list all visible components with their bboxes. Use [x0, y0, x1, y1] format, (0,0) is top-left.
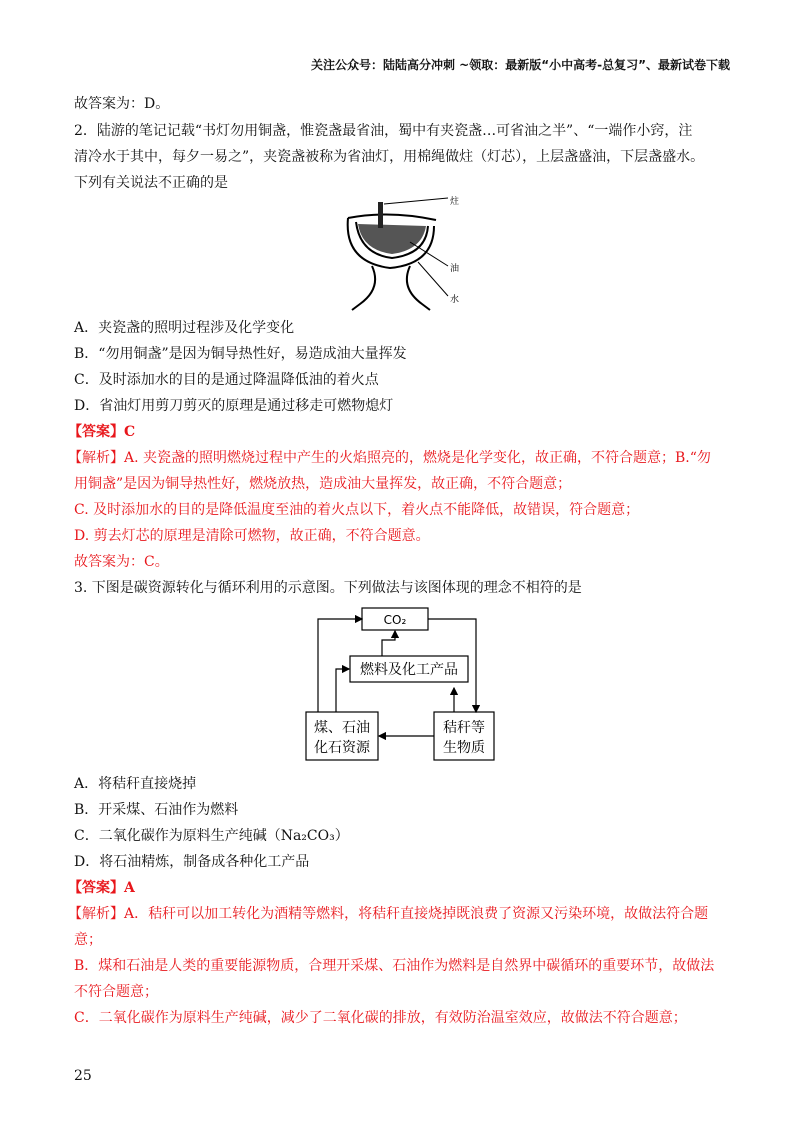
line-17: C．二氧化碳作为原料生产纯碱（Na₂CO₃） [74, 828, 349, 844]
line-10: 用铜盏”是因为铜导热性好，燃烧放热，造成油大量挥发，故正确，不符合题意； [74, 476, 572, 492]
line-21: 意； [74, 932, 102, 948]
line-9: 【解析】A. 夹瓷盏的照明燃烧过程中产生的火焰照亮的，燃烧是化学变化，故正确，不符合题意；B.“勿 [68, 450, 711, 466]
line-15: A．将秸秆直接烧掉 [74, 776, 197, 792]
cycle-fossil-label-1: 煤、石油 [314, 720, 370, 736]
line-5: B．“勿用铜盏”是因为铜导热性好，易造成油大量挥发 [74, 346, 407, 362]
line-12: D. 剪去灯芯的原理是清除可燃物，故正确，不符合题意。 [74, 528, 430, 544]
line-19: 【答案】A [68, 880, 135, 896]
line-6: C．及时添加水的目的是通过降温降低油的着火点 [74, 372, 379, 388]
line-18: D．将石油精炼，制备成各种化工产品 [74, 854, 310, 870]
line-24: C．二氧化碳作为原料生产纯碱，减少了二氧化碳的排放，有效防治温室效应，故做法不符合题意； [74, 1010, 687, 1026]
oil-lamp-figure [330, 192, 470, 316]
line-14: 3. 下图是碳资源转化与循环利用的示意图。下列做法与该图体现的理念不相符的是 [74, 580, 582, 596]
line-8: 【答案】C [68, 424, 136, 440]
line-4: A．夹瓷盏的照明过程涉及化学变化 [74, 320, 295, 336]
line-1: 2．陆游的笔记记载“书灯勿用铜盏，惟瓷盏最省油，蜀中有夹瓷盏…可省油之半”、“一端作小窍，注 [74, 123, 693, 139]
line-2: 清冷水于其中，每夕一易之”，夹瓷盏被称为省油灯，用棉绳做炷（灯芯），上层盏盛油，下层盏盛水。 [74, 149, 705, 165]
carbon-cycle-diagram [300, 604, 500, 764]
line-3: 下列有关说法不正确的是 [74, 175, 228, 191]
lamp-label-oil: 油 [450, 264, 460, 274]
line-20: 【解析】A．秸秆可以加工转化为酒精等燃料，将秸秆直接烧掉既浪费了资源又污染环境，故做法符合题 [68, 906, 709, 922]
line-11: C. 及时添加水的目的是降低温度至油的着火点以下，着火点不能降低，故错误，符合题意； [74, 502, 640, 518]
line-0: 故答案为：D。 [74, 96, 170, 112]
page-header: 关注公众号：陆陆高分冲刺 ~领取：最新版“小中高考-总复习”、最新试卷下载 [311, 58, 730, 72]
line-16: B．开采煤、石油作为燃料 [74, 802, 239, 818]
lamp-label-water: 水 [450, 295, 460, 305]
line-13: 故答案为：C。 [74, 554, 169, 570]
cycle-straw-label-1: 秸秆等 [443, 720, 485, 736]
line-23: 不符合题意； [74, 984, 158, 1000]
cycle-fuel-label: 燃料及化工产品 [360, 662, 458, 678]
page-number: 25 [74, 1068, 92, 1084]
line-22: B．煤和石油是人类的重要能源物质，合理开采煤、石油作为燃料是自然界中碳循环的重要环节，故做法 [74, 958, 715, 974]
cycle-fossil-label-2: 化石资源 [314, 740, 370, 756]
lamp-label-wick: 炷 [450, 197, 460, 207]
line-7: D．省油灯用剪刀剪灭的原理是通过移走可燃物熄灯 [74, 398, 394, 414]
cycle-co2-label: CO₂ [383, 613, 407, 627]
cycle-straw-label-2: 生物质 [443, 740, 485, 756]
